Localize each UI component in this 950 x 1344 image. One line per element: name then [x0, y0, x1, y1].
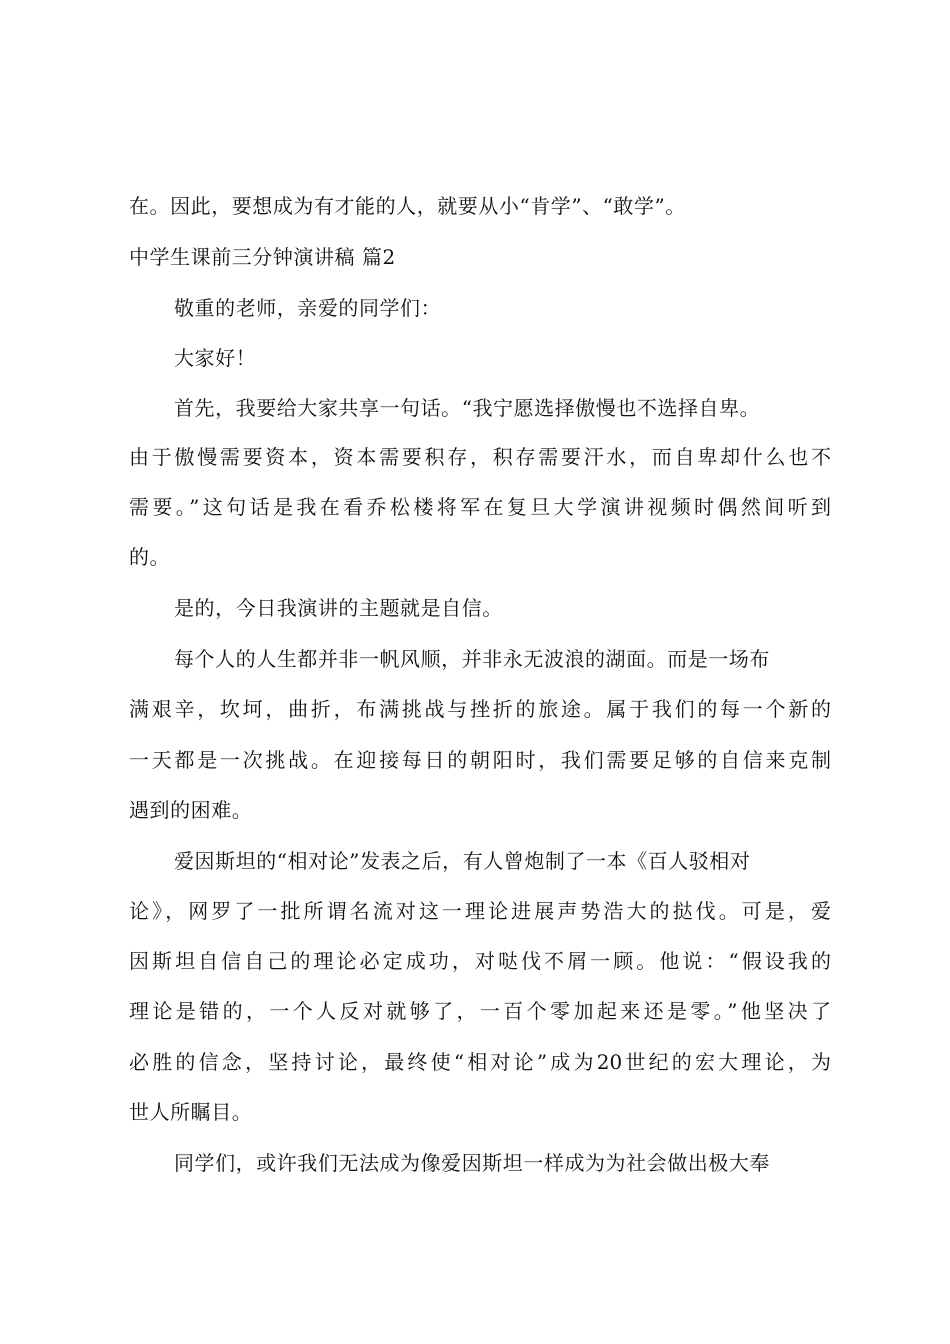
- section-heading: 中学生课前三分钟演讲稿 篇2: [129, 245, 396, 269]
- paragraph-line: 理论是错的，一个人反对就够了，一百个零加起来还是零。”他坚决了: [129, 999, 831, 1023]
- paragraph-line: 同学们，或许我们无法成为像爱因斯坦一样成为为社会做出极大奉: [174, 1151, 770, 1175]
- paragraph-line: 在。因此，要想成为有才能的人，就要从小“肯学”、“敢学”。: [129, 194, 686, 218]
- paragraph-line: 满艰辛，坎坷，曲折，布满挑战与挫折的旅途。属于我们的每一个新的: [129, 697, 831, 721]
- paragraph-line: 遇到的困难。: [129, 798, 253, 822]
- paragraph-line: 首先，我要给大家共享一句话。“我宁愿选择傲慢也不选择自卑。: [174, 396, 761, 420]
- greeting-line: 大家好！: [174, 346, 257, 370]
- paragraph-line: 由于傲慢需要资本，资本需要积存，积存需要汗水，而自卑却什么也不: [129, 445, 831, 469]
- salutation-line: 敬重的老师，亲爱的同学们：: [174, 296, 442, 320]
- paragraph-line: 一天都是一次挑战。在迎接每日的朝阳时，我们需要足够的自信来克制: [129, 748, 831, 772]
- paragraph-line: 世人所瞩目。: [129, 1100, 253, 1124]
- paragraph-line: 每个人的人生都并非一帆风顺，并非永无波浪的湖面。而是一场布: [174, 647, 770, 671]
- paragraph-line: 爱因斯坦的“相对论”发表之后，有人曾炮制了一本《百人驳相对: [174, 849, 751, 873]
- paragraph-line: 论》，网罗了一批所谓名流对这一理论进展声势浩大的挞伐。可是，爱: [129, 899, 831, 923]
- paragraph-line: 因斯坦自信自己的理论必定成功，对哒伐不屑一顾。他说：“假设我的: [129, 949, 831, 973]
- paragraph-line: 的。: [129, 545, 171, 569]
- paragraph-line: 是的，今日我演讲的主题就是自信。: [174, 596, 503, 620]
- paragraph-line: 需要。”这句话是我在看乔松楼将军在复旦大学演讲视频时偶然间听到: [129, 495, 831, 519]
- paragraph-line: 必胜的信念，坚持讨论，最终使“相对论”成为20世纪的宏大理论，为: [129, 1050, 831, 1074]
